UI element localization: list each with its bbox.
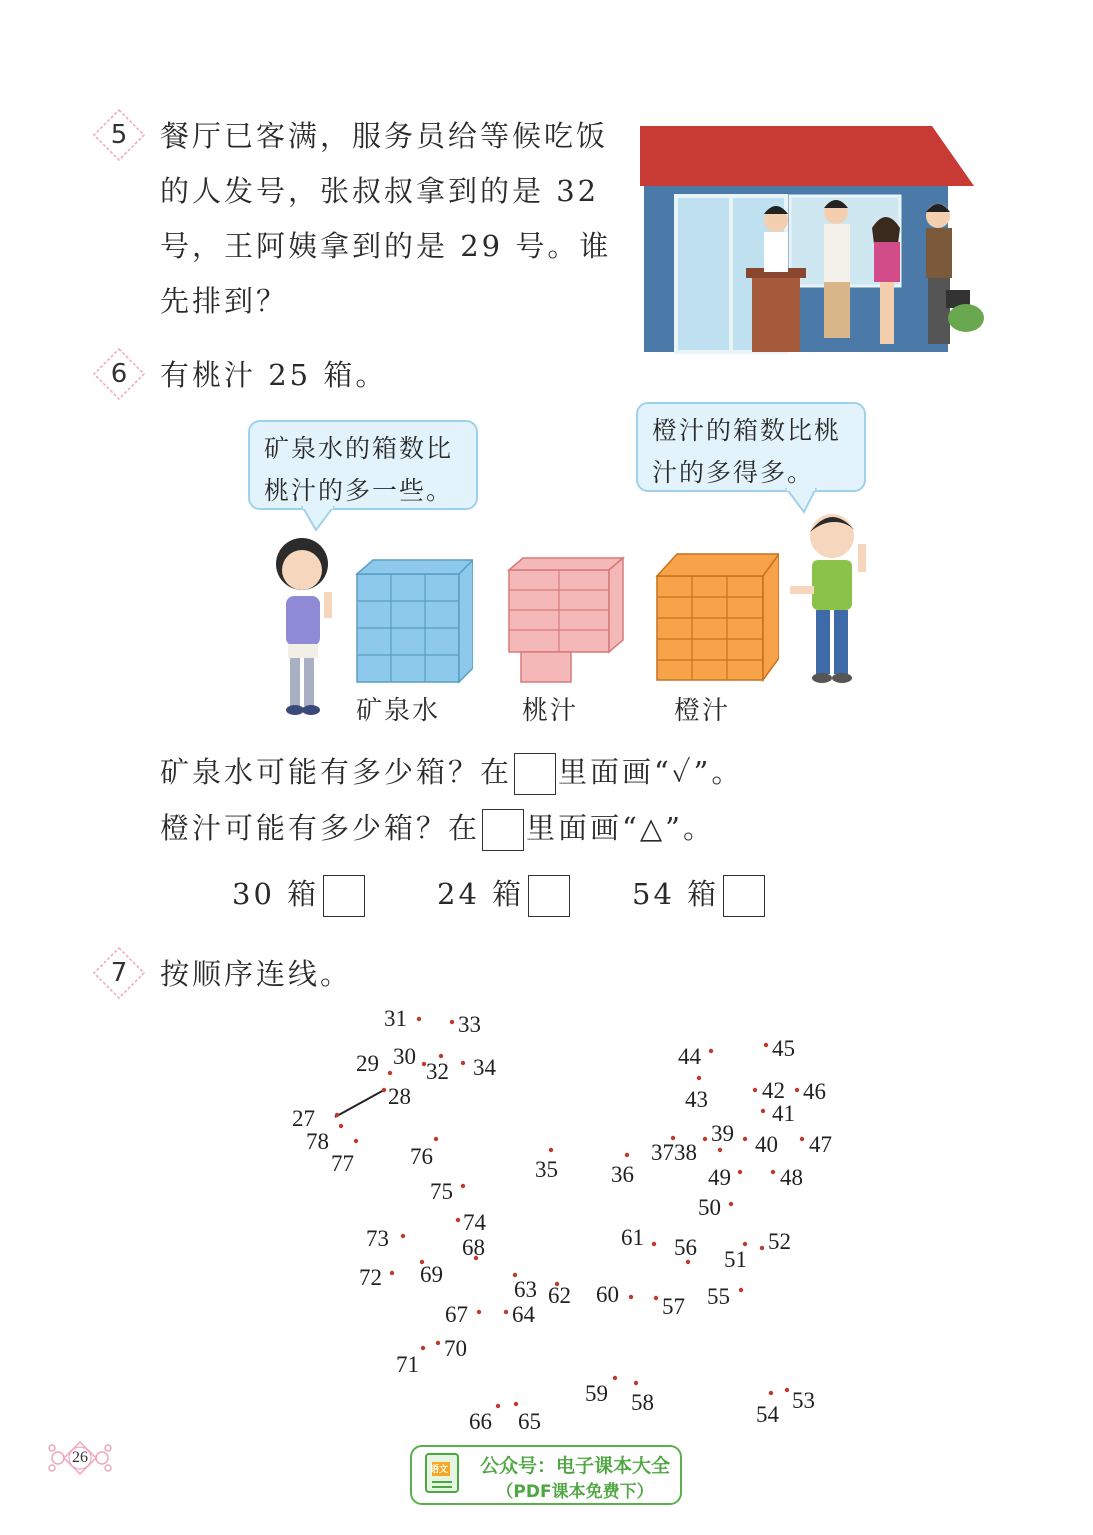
dot-label: 44 bbox=[678, 1044, 701, 1069]
dot-label: 41 bbox=[772, 1101, 795, 1126]
footer-line-1: 公众号：电子课本大全 bbox=[479, 1455, 670, 1477]
label-orange-juice: 橙汁 bbox=[674, 696, 731, 726]
q6-intro: 有桃汁 25 箱。 bbox=[160, 358, 388, 392]
dot-label: 70 bbox=[444, 1336, 467, 1361]
book-icon-text: 语文 bbox=[430, 1465, 449, 1475]
dot-label: 66 bbox=[469, 1409, 492, 1434]
dot-label: 74 bbox=[463, 1210, 486, 1235]
dot-label: 60 bbox=[596, 1282, 619, 1307]
dot-label: 50 bbox=[698, 1195, 721, 1220]
ask-text: 橙汁可能有多少箱？在 bbox=[160, 811, 481, 845]
dot-label: 43 bbox=[685, 1087, 708, 1112]
dot-label: 57 bbox=[662, 1294, 685, 1319]
dot-label: 34 bbox=[473, 1055, 496, 1080]
question-number-label: 5 bbox=[110, 120, 128, 150]
q5-line: 先排到？ bbox=[160, 284, 289, 318]
footer-line-2: （PDF课本免费下） bbox=[496, 1482, 654, 1502]
book-icon bbox=[422, 1452, 466, 1500]
q5-line: 的人发号，张叔叔拿到的是 32 bbox=[160, 174, 600, 208]
label-peach-juice: 桃汁 bbox=[522, 696, 579, 726]
dot-label: 27 bbox=[292, 1106, 315, 1131]
dot-label: 30 bbox=[393, 1044, 416, 1069]
dot-label: 59 bbox=[585, 1381, 608, 1406]
page-number-label: 26 bbox=[72, 1449, 88, 1466]
option-label: 54 箱 bbox=[632, 877, 720, 911]
dot-label: 39 bbox=[711, 1121, 734, 1146]
dot-label: 68 bbox=[462, 1235, 485, 1260]
dot-label: 51 bbox=[724, 1247, 747, 1272]
dot-label: 45 bbox=[772, 1036, 795, 1061]
dot-label: 63 bbox=[514, 1277, 537, 1302]
dot-label: 29 bbox=[356, 1051, 379, 1076]
bubble-line: 桃汁的多一些。 bbox=[264, 476, 454, 505]
option-label: 24 箱 bbox=[437, 877, 525, 911]
dot-label: 55 bbox=[707, 1284, 730, 1309]
question-number-label: 7 bbox=[110, 958, 128, 988]
dot-label: 47 bbox=[809, 1132, 832, 1157]
dot-label: 28 bbox=[388, 1084, 411, 1109]
footer-badge bbox=[410, 1445, 682, 1505]
dot-label: 36 bbox=[611, 1162, 634, 1187]
bubble-line: 汁的多得多。 bbox=[652, 458, 815, 487]
q7-intro: 按顺序连线。 bbox=[160, 957, 353, 991]
ask-text: 矿泉水可能有多少箱？在 bbox=[160, 755, 513, 789]
dot-label: 56 bbox=[674, 1235, 697, 1260]
bubble-line: 矿泉水的箱数比 bbox=[264, 434, 454, 463]
dot-label: 58 bbox=[631, 1390, 654, 1415]
ask-text: 里面画“✓”。 bbox=[558, 755, 744, 789]
dot-label: 76 bbox=[410, 1144, 433, 1169]
dot-label: 32 bbox=[426, 1059, 449, 1084]
dot-label: 71 bbox=[396, 1352, 419, 1377]
dot-label: 52 bbox=[768, 1229, 791, 1254]
dot-label: 31 bbox=[384, 1006, 407, 1031]
dot-label: 78 bbox=[306, 1129, 329, 1154]
dot-label: 69 bbox=[420, 1262, 443, 1287]
label-mineral-water: 矿泉水 bbox=[356, 696, 441, 726]
dot-label: 42 bbox=[762, 1078, 785, 1103]
q5-line: 餐厅已客满，服务员给等候吃饭 bbox=[160, 119, 609, 153]
dot-label: 54 bbox=[756, 1402, 779, 1427]
bubble-line: 橙汁的箱数比桃 bbox=[652, 416, 842, 445]
q5-line: 号，王阿姨拿到的是 29 号。谁 bbox=[160, 229, 612, 263]
dot-label: 73 bbox=[366, 1226, 389, 1251]
page-number bbox=[44, 1438, 116, 1478]
dot-label: 65 bbox=[518, 1409, 541, 1434]
dot-label: 46 bbox=[803, 1079, 826, 1104]
dot-label: 77 bbox=[331, 1151, 354, 1176]
dot-label: 61 bbox=[621, 1225, 644, 1250]
dot-label: 33 bbox=[458, 1012, 481, 1037]
dot-label: 72 bbox=[359, 1265, 382, 1290]
dot-label: 40 bbox=[755, 1132, 778, 1157]
option-label: 30 箱 bbox=[232, 877, 320, 911]
dot-label: 64 bbox=[512, 1302, 535, 1327]
dot-label: 67 bbox=[445, 1302, 468, 1327]
dot-label: 48 bbox=[780, 1165, 803, 1190]
dot-label: 75 bbox=[430, 1179, 453, 1204]
ask-text: 里面画“△”。 bbox=[526, 811, 715, 845]
dot-label: 49 bbox=[708, 1165, 731, 1190]
question-number-label: 6 bbox=[110, 359, 128, 389]
dot-label: 62 bbox=[548, 1283, 571, 1308]
example-line bbox=[335, 1090, 384, 1117]
dot-label: 35 bbox=[535, 1157, 558, 1182]
dot-label: 3738 bbox=[651, 1140, 697, 1165]
dot-label: 53 bbox=[792, 1388, 815, 1413]
